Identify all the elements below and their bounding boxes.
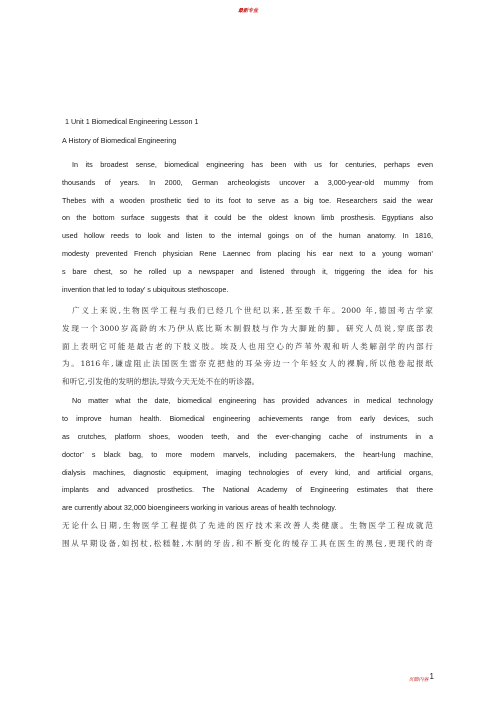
paragraph-zh-1 <box>62 302 433 390</box>
text-line: on the bottom surface suggests that it could be the oldest known limb prosthesis. Egyptians also <box>62 213 433 223</box>
text-line: In its broadest sense, biomedical engineering has been with us for centuries, perhaps even <box>72 160 433 169</box>
page-header: 最新专业 <box>237 8 258 14</box>
text-line: 和听它,引发他的发明的想法,导致今天无处不在的听诊器。 <box>62 376 260 386</box>
paragraph-zh-2 <box>62 517 433 552</box>
text-line: 面上表明它可能是最古老的下肢义肢。埃及人也用空心的芦苇外观和听人类解剖学的内部行 <box>62 341 433 351</box>
text-line: 无论什么日期,生物医学工程提供了先进的医疗技术来改善人类健康。生物医学工程成就范 <box>62 520 433 530</box>
document-body <box>62 117 433 552</box>
text-line: used hollow reeds to look and listen to the internal goings on of the human anatomy. In 1816, <box>62 231 433 241</box>
page-number: 1 <box>429 672 434 681</box>
text-line: Thebes with a wooden prosthetic tied to its foot to serve as a big toe. Researchers said the wear <box>62 195 433 205</box>
text-line: 广义上来说,生物医学工程与我们已经几个世纪以来,甚至数千年。2000 年,德国考古学家 <box>72 306 433 316</box>
footer-text: 页脚内容 <box>408 677 429 683</box>
paragraph-en-1 <box>62 156 433 298</box>
text-line: as crutches, platform shoes, wooden teeth, and the ever-changing cache of instruments in a <box>62 431 433 441</box>
text-line: are currently about 32,000 bioengineers working in various areas of health technology. <box>62 503 337 513</box>
text-line: 发现一个3000岁高龄的木乃伊从底比斯木制假肢与作为大脚趾的脚。研究人员说,穿底部表 <box>62 323 433 333</box>
text-line: modesty prevented French physician Rene Laennec from placing his ear next to a young woman’ <box>62 248 433 258</box>
text-line: 为。1816年,谦虚阻止法国医生雷奈克把他的耳朵旁边一个年轻女人的裸胸,所以他卷起报纸 <box>62 359 433 369</box>
paragraph-en-2 <box>62 392 433 517</box>
text-line: thousands of years. In 2000, German archeologists uncover a 3,000-year-old mummy from <box>62 177 433 187</box>
text-line: dialysis machines, diagnostic equipment, imaging technologies of every kind, and artificial organs, <box>62 467 433 477</box>
text-line: implants and advanced prosthetics. The National Academy of Engineering estimates that there <box>62 485 433 495</box>
text-line: 围从早期设备,如拐杖,松糕鞋,木制的牙齿,和不断变化的缓存工具在医生的黑包,更现代的奇 <box>62 538 433 548</box>
text-line: doctor’ s black bag, to more modern marvels, including pacemakers, the heart-lung machine, <box>62 449 433 459</box>
text-line: invention that led to today’ s ubiquitous stethoscope. <box>62 284 229 294</box>
lesson-heading: 1 Unit 1 Biomedical Engineering Lesson 1 <box>65 117 199 126</box>
article-title: A History of Biomedical Engineering <box>62 136 177 145</box>
text-line: No matter what the date, biomedical engineering has provided advances in medical technology <box>72 396 433 406</box>
page-footer <box>409 672 434 683</box>
text-line: s bare chest, so he rolled up a newspaper and listened through it, triggering the idea for his <box>62 266 433 276</box>
text-line: to improve human health. Biomedical engineering achievements range from early devices, such <box>62 414 433 424</box>
